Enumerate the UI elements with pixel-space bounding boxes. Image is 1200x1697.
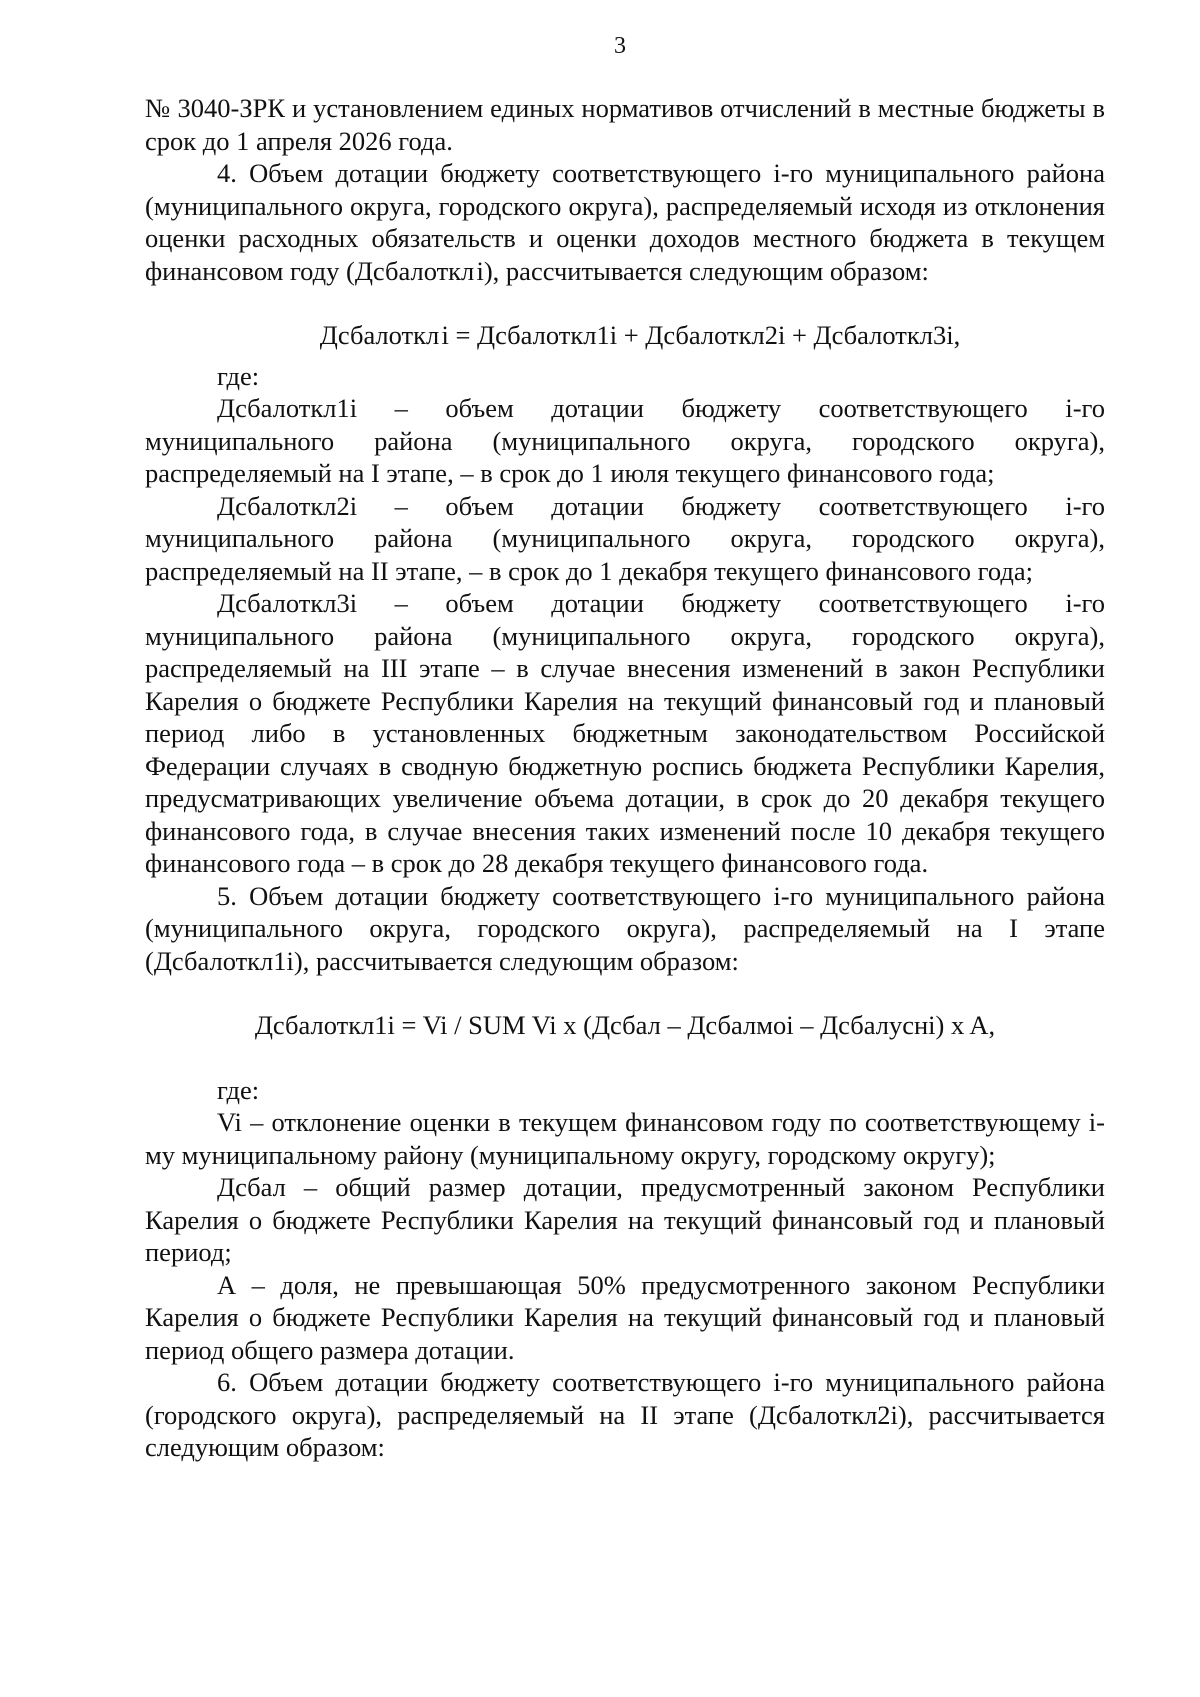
where-label: где: (217, 1074, 260, 1105)
definition-stage-1: Дсбалоткл1i – объем дотации бюджету соответствующего i-го муниципального района (муниципального округа, городского округа), распределяемый на I этапе, – в срок до 1 июля текущего финансового года; (145, 393, 1105, 488)
paragraph-continuation: № 3040-ЗРК и установлением единых нормативов отчислений в местные бюджеты в срок до 1 апреля 2026 года. (145, 93, 1105, 156)
formula-total: Дсбалоткл i = Дсбалоткл1i + Дсбалоткл2i + Дсбалоткл3i, (319, 320, 961, 350)
page-number: 3 (614, 33, 626, 59)
paragraph-item-6: 6. Объем дотации бюджету соответствующего i-го муниципального района (городского округа), распределяемый на II этапе (Дсбалоткл2i), рассчитывается следующим образом: (145, 1367, 1105, 1462)
definition-dsbal: Дсбал – общий размер дотации, предусмотренный законом Республики Карелия о бюджете Республики Карелия на текущий финансовый год и плановый период; (145, 1172, 1105, 1267)
definition-vi: Vi – отклонение оценки в текущем финансовом году по соответствующему i-му муниципальному району (муниципальному округу, городскому округу); (145, 1107, 1105, 1170)
definition-a: А – доля, не превышающая 50% предусмотренного законом Республики Карелия о бюджете Республики Карелия на текущий финансовый год и плановый период общего размера дотации. (145, 1269, 1105, 1365)
document-body (145, 92, 1105, 1464)
paragraph-item-4: 4. Объем дотации бюджету соответствующего i-го муниципального района (муниципального округа, городского округа), распределяемый исходя из отклонения оценки расходных обязательств и оценки доходов местного бюджета в текущем финансовом году (Дсбалоткл i), рассчитывается следующим образом: (145, 158, 1105, 286)
where-label: где: (217, 360, 260, 391)
paragraph-item-5: 5. Объем дотации бюджету соответствующего i-го муниципального района (муниципального округа, городского округа), распределяемый на I этапе (Дсбалоткл1i), рассчитывается следующим образом: (145, 880, 1105, 976)
definition-stage-2: Дсбалоткл2i – объем дотации бюджету соответствующего i-го муниципального района (муниципального округа, городского округа), распределяемый на II этапе, – в срок до 1 декабря текущего финансового года; (145, 490, 1105, 586)
definition-stage-3: Дсбалоткл3i – объем дотации бюджету соответствующего i-го муниципального района (муниципального округа, городского округа), распределяемый на III этапе – в случае внесения изменений в закон Республики Карелия о бюджете Республики Карелия на текущий финансовый год и плановый период либо в установленных бюджетным законодательством Российской Федерации случаях в сводную бюджетную роспись бюджета Республики Карелия, предусматривающих увеличение объема дотации, в срок до 20 декабря текущего финансового года, в случае внесения таких изменений после 10 декабря текущего финансового года – в срок до 28 декабря текущего финансового года. (145, 588, 1105, 878)
formula-stage-1: Дсбалоткл1i = Vi / SUM Vi x (Дсбал – Дсбалмоi – Дсбалуснi) x A, (254, 1010, 996, 1040)
